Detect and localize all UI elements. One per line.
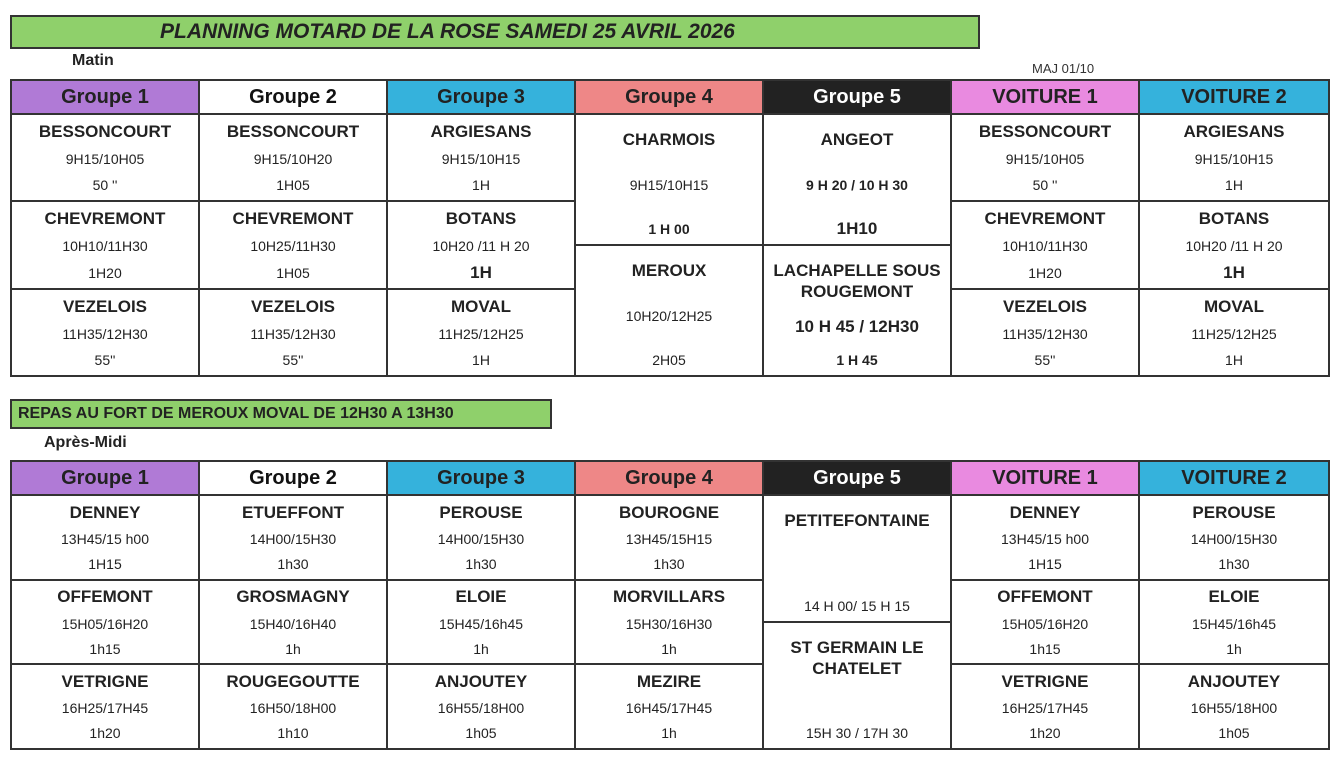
schedule-cell (200, 665, 386, 748)
schedule-cell (952, 496, 1138, 581)
apres-midi-schedule-table (10, 460, 1330, 750)
place-name: BESSONCOURT (226, 122, 360, 142)
place-name: BOUROGNE (618, 502, 720, 522)
time-range: 16H25/17H45 (1001, 700, 1089, 717)
duration: 50 '' (1032, 177, 1058, 194)
time-range: 16H50/18H00 (249, 700, 337, 717)
time-range: 15H45/16h45 (438, 615, 524, 632)
schedule-cell (1140, 115, 1328, 202)
time-range: 11H35/12H30 (62, 325, 148, 342)
matin-schedule-table (10, 79, 1330, 377)
schedule-cell (388, 115, 574, 202)
schedule-cell (12, 115, 198, 202)
time-range: 13H45/15 h00 (1001, 530, 1089, 547)
time-range: 14H00/15H30 (1190, 530, 1278, 547)
schedule-cell (952, 581, 1138, 666)
time-range: 16H55/18H00 (1190, 700, 1278, 717)
duration: 1 H 45 (836, 352, 878, 368)
duration: 1h20 (89, 725, 121, 742)
schedule-column (952, 462, 1140, 748)
schedule-column (200, 81, 388, 375)
schedule-cell (576, 581, 762, 666)
place-name: CHEVREMONT (44, 209, 166, 229)
schedule-cell (764, 496, 950, 623)
time-range: 15H05/16H20 (61, 615, 149, 632)
column-header: Groupe 4 (576, 81, 762, 115)
schedule-column (952, 81, 1140, 375)
time-range: 9H15/10H05 (1005, 151, 1085, 168)
place-name: PEROUSE (439, 502, 523, 522)
column-header: Groupe 1 (12, 462, 198, 496)
duration: 55'' (94, 351, 116, 368)
schedule-cell (200, 290, 386, 375)
place-name: CHARMOIS (622, 130, 716, 149)
duration: 1h30 (653, 556, 685, 573)
place-name: MOVAL (450, 296, 512, 316)
schedule-cell (12, 665, 198, 748)
duration: 1H (470, 262, 492, 282)
duration: 1H05 (276, 264, 310, 281)
place-name: ELOIE (1208, 587, 1260, 607)
column-header: Groupe 5 (764, 81, 950, 115)
schedule-cell (952, 115, 1138, 202)
time-range: 10H20/12H25 (625, 308, 713, 324)
duration: 1h20 (1029, 725, 1061, 742)
place-name: CHEVREMONT (232, 209, 354, 229)
place-name: VEZELOIS (62, 296, 148, 316)
time-range: 13H45/15 h00 (61, 530, 149, 547)
place-name: DENNEY (1009, 502, 1081, 522)
duration: 1H (1225, 351, 1243, 368)
schedule-cell (12, 496, 198, 581)
duration: 1h05 (465, 725, 497, 742)
place-name: MOVAL (1203, 296, 1265, 316)
time-range: 15H45/16h45 (1191, 615, 1277, 632)
place-name: GROSMAGNY (236, 587, 350, 607)
place-name: PEROUSE (1192, 502, 1276, 522)
place-name: ETUEFFONT (242, 502, 344, 522)
time-range: 11H25/12H25 (438, 325, 524, 342)
time-range: 10H10/11H30 (1002, 238, 1088, 255)
column-header: Groupe 3 (388, 462, 574, 496)
time-range: 11H35/12H30 (250, 325, 336, 342)
duration: 1h15 (1029, 640, 1061, 657)
place-name: OFFEMONT (57, 587, 153, 607)
place-name: DENNEY (69, 502, 141, 522)
schedule-cell (576, 115, 762, 246)
column-header: VOITURE 1 (952, 81, 1138, 115)
schedule-column (576, 462, 764, 748)
schedule-cell (1140, 581, 1328, 666)
duration: 1H (472, 177, 490, 194)
schedule-cell (200, 581, 386, 666)
place-name: ROUGEGOUTTE (226, 671, 360, 691)
page-title: PLANNING MOTARD DE LA ROSE SAMEDI 25 AVRIL 2026 (10, 15, 980, 49)
schedule-cell (1140, 496, 1328, 581)
duration: 1H15 (1028, 556, 1062, 573)
schedule-column (12, 462, 200, 748)
time-range: 15H 30 / 17H 30 (806, 725, 908, 741)
time-range: 9H15/10H15 (1194, 151, 1274, 168)
place-name: LACHAPELLE SOUS ROUGEMONT (773, 261, 941, 301)
duration: 1h (661, 725, 677, 742)
time-range: 16H45/17H45 (625, 700, 713, 717)
duration: 55'' (1034, 351, 1056, 368)
schedule-column (764, 462, 952, 748)
schedule-cell (12, 290, 198, 375)
duration: 1h (661, 640, 677, 657)
place-name: VETRIGNE (1001, 671, 1089, 691)
duration: 1H20 (1028, 264, 1062, 281)
time-range: 9H15/10H15 (629, 177, 709, 193)
time-range: 14H00/15H30 (249, 530, 337, 547)
duration: 2H05 (652, 352, 686, 368)
place-name: BOTANS (1198, 209, 1270, 229)
place-name: ARGIESANS (430, 122, 532, 142)
duration: 1h (285, 640, 301, 657)
place-name: BOTANS (445, 209, 517, 229)
matin-label: Matin (72, 52, 114, 69)
schedule-cell (952, 290, 1138, 375)
duration: 1 H 00 (648, 221, 690, 237)
place-name: ST GERMAIN LE CHATELET (790, 638, 924, 678)
schedule-column (200, 462, 388, 748)
column-header: Groupe 5 (764, 462, 950, 496)
place-name: MEROUX (631, 261, 707, 280)
schedule-column (1140, 81, 1328, 375)
duration: 1h (473, 640, 489, 657)
update-label: MAJ 01/10 (1032, 61, 1095, 76)
place-name: CHEVREMONT (984, 209, 1106, 229)
schedule-cell (952, 665, 1138, 748)
duration: 1H (1225, 177, 1243, 194)
duration: 1h30 (465, 556, 497, 573)
schedule-cell (576, 665, 762, 748)
duration: 1h (1226, 640, 1242, 657)
schedule-cell (764, 246, 950, 375)
schedule-cell (1140, 202, 1328, 289)
schedule-cell (388, 581, 574, 666)
place-name: ANGEOT (820, 130, 894, 149)
schedule-cell (12, 202, 198, 289)
place-name: VETRIGNE (61, 671, 149, 691)
duration: 1h30 (1218, 556, 1250, 573)
time-range: 16H55/18H00 (437, 700, 525, 717)
place-name: ANJOUTEY (1187, 671, 1281, 691)
column-header: VOITURE 2 (1140, 462, 1328, 496)
place-name: ANJOUTEY (434, 671, 528, 691)
schedule-column (1140, 462, 1328, 748)
duration: 1H05 (276, 177, 310, 194)
schedule-column (12, 81, 200, 375)
column-header: Groupe 3 (388, 81, 574, 115)
duration: 1H15 (88, 556, 122, 573)
duration: 1H (1223, 262, 1245, 282)
time-range: 16H25/17H45 (61, 700, 149, 717)
schedule-column (576, 81, 764, 375)
column-header: Groupe 1 (12, 81, 198, 115)
duration: 1h05 (1218, 725, 1250, 742)
column-header: Groupe 4 (576, 462, 762, 496)
place-name: ARGIESANS (1183, 122, 1285, 142)
time-range: 9H15/10H20 (253, 151, 333, 168)
time-range: 10H10/11H30 (62, 238, 148, 255)
duration: 50 '' (92, 177, 118, 194)
duration: 1H (472, 351, 490, 368)
apres-midi-label: Après-Midi (44, 434, 127, 451)
time-range: 10H20 /11 H 20 (1185, 238, 1283, 255)
schedule-cell (388, 290, 574, 375)
duration: 1h15 (89, 640, 121, 657)
time-range: 15H40/16H40 (249, 615, 337, 632)
time-range: 13H45/15H15 (625, 530, 713, 547)
place-name: MEZIRE (636, 671, 702, 691)
schedule-cell (764, 623, 950, 748)
schedule-cell (388, 665, 574, 748)
column-header: VOITURE 2 (1140, 81, 1328, 115)
column-header: Groupe 2 (200, 81, 386, 115)
time-range: 9H15/10H05 (65, 151, 145, 168)
time-range: 11H25/12H25 (1191, 325, 1277, 342)
schedule-cell (200, 202, 386, 289)
time-range: 15H05/16H20 (1001, 615, 1089, 632)
schedule-cell (576, 496, 762, 581)
duration: 1H10 (836, 219, 878, 238)
time-range: 14H00/15H30 (437, 530, 525, 547)
time-range: 10H25/11H30 (250, 238, 336, 255)
lunch-banner: REPAS AU FORT DE MEROUX MOVAL DE 12H30 A 13H30 (10, 399, 552, 429)
schedule-cell (1140, 290, 1328, 375)
schedule-cell (388, 202, 574, 289)
place-name: VEZELOIS (250, 296, 336, 316)
duration: 1H20 (88, 264, 122, 281)
schedule-column (388, 462, 576, 748)
schedule-cell (576, 246, 762, 375)
place-name: VEZELOIS (1002, 296, 1088, 316)
column-header: VOITURE 1 (952, 462, 1138, 496)
duration: 1h10 (277, 725, 309, 742)
time-range: 10 H 45 / 12H30 (795, 316, 919, 336)
schedule-cell (388, 496, 574, 581)
place-name: BESSONCOURT (38, 122, 172, 142)
schedule-cell (200, 496, 386, 581)
place-name: BESSONCOURT (978, 122, 1112, 142)
duration: 1h30 (277, 556, 309, 573)
place-name: ELOIE (455, 587, 507, 607)
time-range: 14 H 00/ 15 H 15 (804, 598, 910, 614)
time-range: 15H30/16H30 (625, 615, 713, 632)
time-range: 11H35/12H30 (1002, 325, 1088, 342)
schedule-column (388, 81, 576, 375)
time-range: 9H15/10H15 (441, 151, 521, 168)
schedule-cell (12, 581, 198, 666)
schedule-cell (200, 115, 386, 202)
place-name: OFFEMONT (997, 587, 1093, 607)
time-range: 10H20 /11 H 20 (432, 238, 530, 255)
schedule-cell (1140, 665, 1328, 748)
schedule-cell (764, 115, 950, 246)
place-name: PETITEFONTAINE (784, 511, 930, 530)
schedule-cell (952, 202, 1138, 289)
schedule-column (764, 81, 952, 375)
column-header: Groupe 2 (200, 462, 386, 496)
place-name: MORVILLARS (612, 587, 726, 607)
time-range: 9 H 20 / 10 H 30 (806, 177, 908, 193)
duration: 55'' (282, 351, 304, 368)
